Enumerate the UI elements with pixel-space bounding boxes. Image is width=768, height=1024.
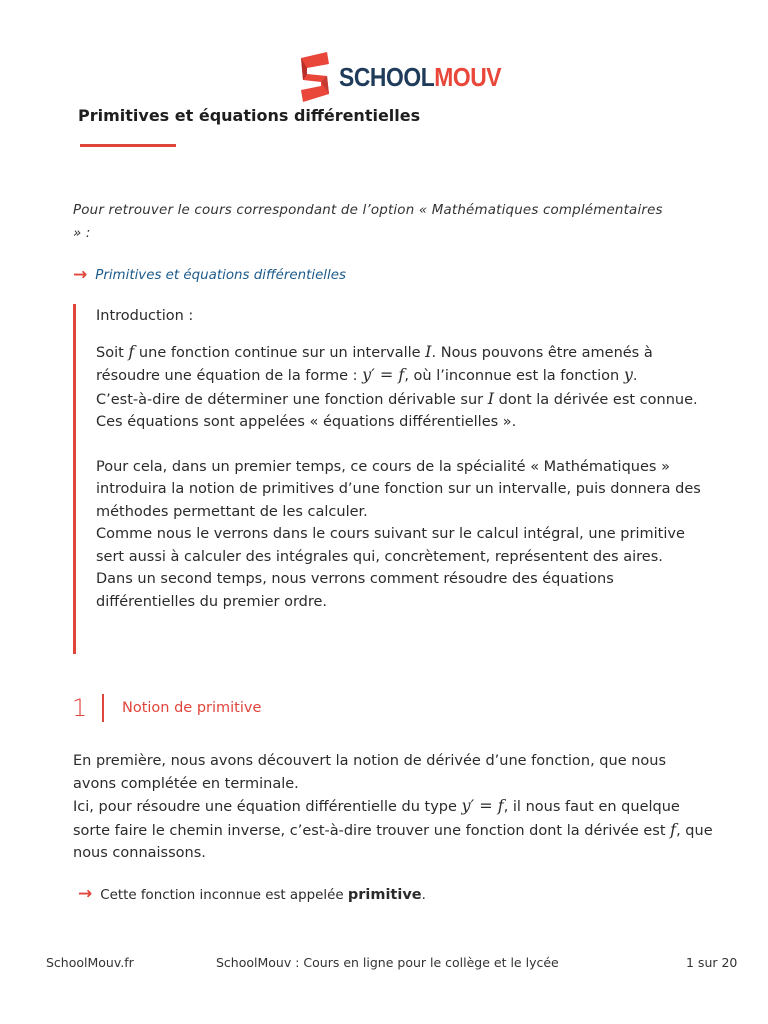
intro-paragraph-2: C’est-à-dire de déterminer une fonction dérivable sur I dont la dérivée est connue. Ces équations sont appelées « équations différentielles ». <box>96 388 698 430</box>
intro-heading: Introduction : <box>96 308 194 324</box>
option-link-row[interactable] <box>73 264 346 284</box>
logo-wordmark <box>339 62 501 93</box>
title-underline <box>80 144 176 147</box>
schoolmouv-s-icon <box>297 50 333 104</box>
logo-school: SCHOOL <box>339 61 435 92</box>
arrow-right-icon: → <box>78 884 93 904</box>
option-note: Pour retrouver le cours correspondant de l’option « Mathématiques complémentaires » : <box>73 203 663 241</box>
primitive-callout: → Cette fonction inconnue est appelée primitive. <box>78 884 426 904</box>
intro-paragraph-5: Dans un second temps, nous verrons comment résoudre des équations différentielles du premier ordre. <box>96 571 614 610</box>
section-1-body <box>73 750 713 865</box>
footer-site[interactable]: SchoolMouv.fr <box>46 955 134 970</box>
document-title: Primitives et équations différentielles <box>78 106 421 125</box>
intro-paragraph-4: Comme nous le verrons dans le cours suivant sur le calcul intégral, une primitive sert aussi à calculer des intégrales qui, concrètement, représentent des aires. <box>96 526 685 565</box>
section-1-paragraph-2: Ici, pour résoudre une équation différentielle du type y′ = f, il nous faut en quelque sorte faire le chemin inverse, c’est-à-dire trouver une fonction dont la dérivée est f, que nous connaissons. <box>73 796 713 861</box>
section-divider <box>102 694 104 722</box>
section-1-heading <box>72 692 261 724</box>
section-number: 1 <box>72 694 88 722</box>
footer-page-number: 1 sur 20 <box>686 955 738 970</box>
logo-mouv: MOUV <box>434 61 502 92</box>
arrow-right-icon: → <box>73 265 88 285</box>
footer-tagline: SchoolMouv : Cours en ligne pour le collège et le lycée <box>216 955 559 970</box>
section-1-paragraph-1: En première, nous avons découvert la notion de dérivée d’une fonction, que nous avons complétée en terminale. <box>73 753 667 792</box>
option-link[interactable]: Primitives et équations différentielles <box>95 268 346 283</box>
schoolmouv-logo <box>297 50 523 104</box>
intro-paragraph-1: Soit f une fonction continue sur un intervalle I. Nous pouvons être amenés à résoudre une équation de la forme : y′ = f, où l’inconnue est la fonction y. <box>96 341 653 384</box>
intro-paragraph-3: Pour cela, dans un premier temps, ce cours de la spécialité « Mathématiques » introduira la notion de primitives d’une fonction sur un intervalle, puis donnera des méthodes permettant de les calculer. <box>96 458 701 520</box>
introduction-box <box>73 304 706 654</box>
section-title: Notion de primitive <box>122 700 262 716</box>
